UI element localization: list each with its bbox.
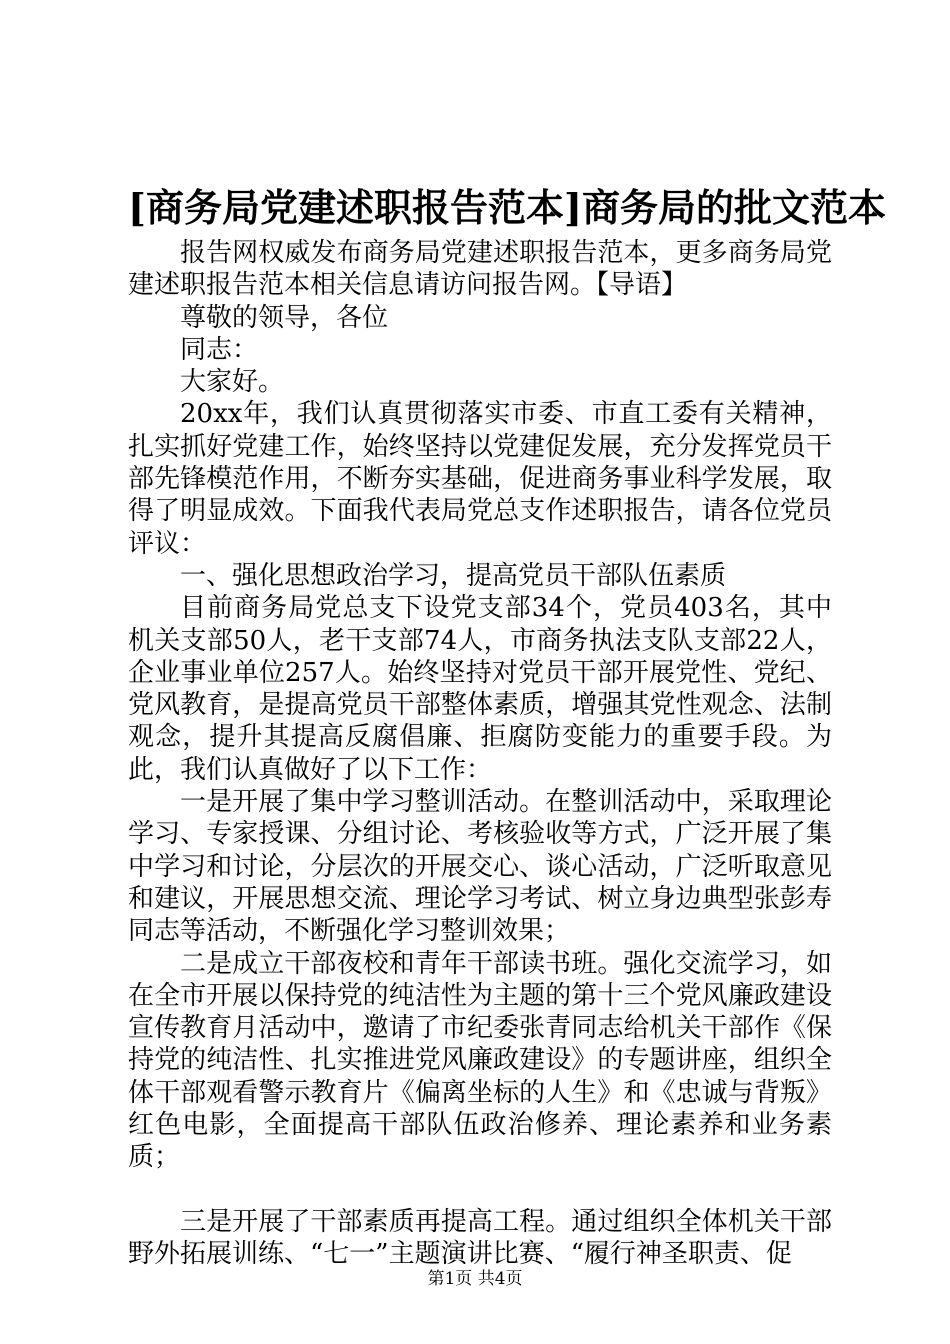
paragraph-salutation-cont: 同志： [180, 334, 259, 365]
page-number-footer: 第1页 共4页 [427, 1269, 523, 1289]
section-heading-1: 一、强化思想政治学习，提高党员干部队伍素质 [180, 560, 727, 591]
paragraph-overview: 20xx年，我们认真贯彻落实市委、市直工委有关精神，扎实抓好党建工作，始终坚持以党建促发展，充分发挥党员干部先锋模范作用，不断夯实基础，促进商务事业科学发展，取得了明显成效。下面我代表局党总支作述职报告，请各位党员评议： [128, 399, 832, 559]
paragraph-item-3: 三是开展了干部素质再提高工程。通过组织全体机关干部野外拓展训练、“七一”主题演讲比赛、“履行神圣职责、促 [128, 1206, 832, 1269]
paragraph-item-1: 一是开展了集中学习整训活动。在整训活动中，采取理论学习、专家授课、分组讨论、考核验收等方式，广泛开展了集中学习和讨论，分层次的开展交心、谈心活动，广泛听取意见和建议，开展思想交流、理论学习考试、树立身边典型张彭寿同志等活动，不断强化学习整训效果； [128, 787, 832, 947]
document-title: [商务局党建述职报告范本]商务局的批文范本 [128, 185, 886, 230]
paragraph-greeting: 大家好。 [180, 367, 285, 398]
paragraph-item-2: 二是成立干部夜校和青年干部读书班。强化交流学习，如在全市开展以保持党的纯洁性为主题的第十三个党风廉政建设宣传教育月活动中，邀请了市纪委张青同志给机关干部作《保持党的纯洁性、扎实推进党风廉政建设》的专题讲座，组织全体干部观看警示教育片《偏离坐标的人生》和《忠诚与背叛》红色电影，全面提高干部队伍政治修养、理论素养和业务素质； [128, 948, 832, 1173]
document-body [128, 237, 832, 1270]
paragraph-intro: 报告网权威发布商务局党建述职报告范本，更多商务局党建述职报告范本相关信息请访问报告网。【导语】 [128, 238, 832, 301]
paragraph-salutation: 尊敬的领导，各位 [180, 302, 389, 333]
paragraph-membership: 目前商务局党总支下设党支部34个，党员403名，其中机关支部50人，老干支部74人，市商务执法支队支部22人，企业事业单位257人。始终坚持对党员干部开展党性、党纪、党风教育，是提高党员干部整体素质，增强其党性观念、法制观念，提升其提高反腐倡廉、拒腐防变能力的重要手段。为此，我们认真做好了以下工作： [128, 593, 832, 785]
